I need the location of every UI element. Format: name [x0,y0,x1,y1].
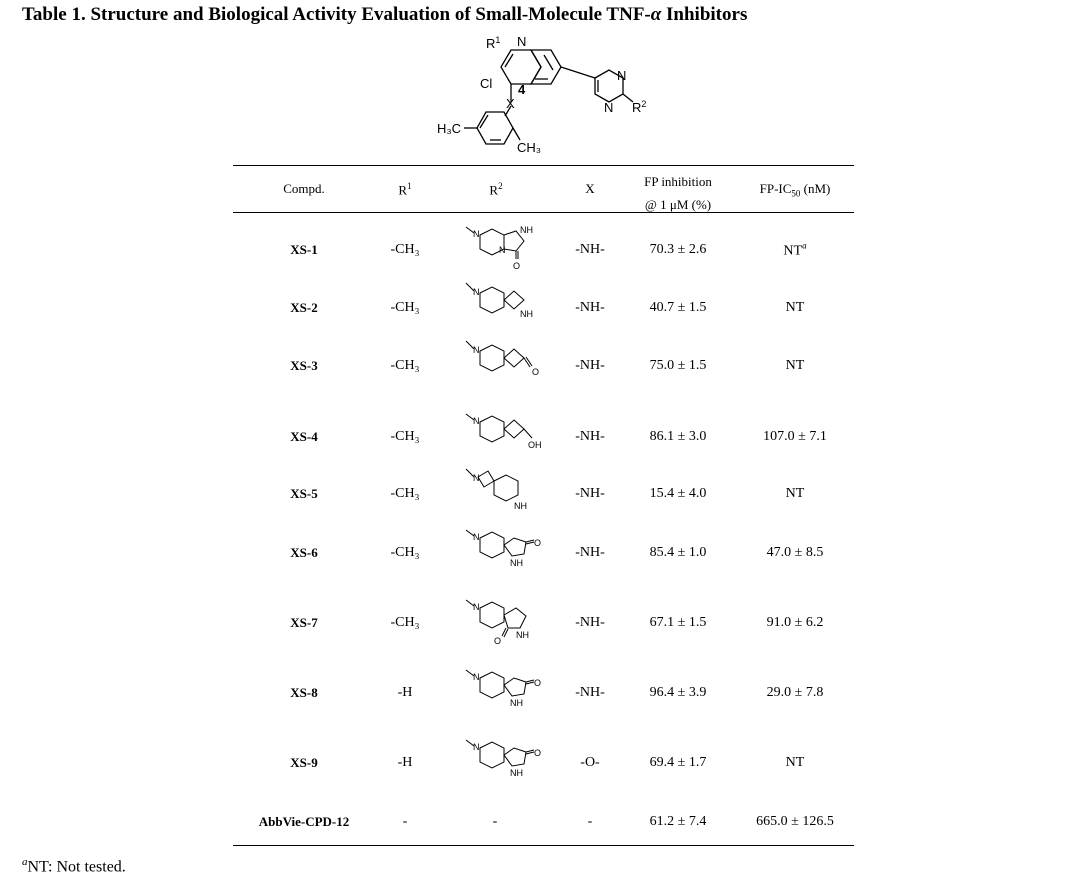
cell-fp-ic50: 107.0 ± 7.1 [763,429,827,444]
cell-fp-ic50: NT [785,358,805,373]
cell-fp-ic50: 29.0 ± 7.8 [766,685,824,700]
scaffold-r1-label: $R^1$ [486,36,501,51]
cell-fp-ic50: NT [785,755,805,770]
scaffold-r2-label: $R^2$ [632,99,647,115]
scaffold-h3c-label: H₃C [437,121,462,136]
r2-structure [458,406,548,468]
r2-atom-label: OH [528,440,542,450]
cell-compd: XS-2 [290,300,318,315]
r2-atom-label: NH [516,630,529,640]
cell-x: - [587,814,593,829]
cell-fp-inhibition: 75.0 ± 1.5 [649,358,707,373]
cell-x: -NH- [575,685,605,700]
r2-atom-label: N [473,602,480,612]
cell-compd: XS-7 [290,615,318,630]
cell-fp-ic50: 47.0 ± 8.5 [766,545,824,560]
cell-x: -NH- [575,358,605,373]
cell-x: -NH- [575,545,605,560]
cell-fp-ic50: NT [785,300,805,315]
footnote: $^a$NT: Not tested. [22,856,126,876]
cell-x: -NH- [575,615,605,630]
caption-prefix: Table 1. Structure and Biological Activity Evaluation of Small-Molecule TNF- [22,4,651,25]
cell-x: -NH- [575,300,605,315]
header-fp-ic50: $FP-IC_{50}$ (nM) [759,181,831,199]
cell-compd: XS-8 [290,685,318,700]
r2-atom-label: N [473,742,480,752]
r2-atom-label: O [534,678,542,688]
cell-r1: -H [397,755,413,770]
cell-r1: -CH₃ [390,615,420,630]
r2-atom-label: NH [510,558,523,568]
r2-structure [458,219,548,281]
cell-fp-inhibition: 61.2 ± 7.4 [649,814,707,829]
cell-fp-ic50: 665.0 ± 126.5 [756,814,834,829]
r2-structure [458,592,548,654]
r2-atom-label: O [534,748,542,758]
r2-atom-label: N [473,345,480,355]
r2-structure [458,732,548,794]
cell-fp-inhibition: 15.4 ± 4.0 [649,486,707,501]
cell-compd: AbbVie-CPD-12 [258,814,350,829]
cell-compd: XS-6 [290,545,318,560]
cell-x: -NH- [575,242,605,257]
cell-compd: XS-3 [290,358,318,373]
r2-structure [458,522,548,584]
r2-atom-label: N [499,245,506,255]
cell-r1: -CH₃ [390,242,420,257]
r2-atom-label: N [473,416,480,426]
table-bottom-rule [233,845,854,846]
scaffold-position-4: 4 [518,82,526,97]
scaffold-pyrimidine-n1: N [617,68,627,83]
header-r1: $R^1$ [398,181,412,198]
cell-fp-inhibition: 85.4 ± 1.0 [649,545,707,560]
cell-fp-inhibition: 69.4 ± 1.7 [649,755,707,770]
scaffold-structure [420,36,670,156]
cell-r1: -CH₃ [390,358,420,373]
cell-compd: XS-4 [290,429,318,444]
cell-r1: -CH₃ [390,429,420,444]
scaffold-x-label: X [506,96,515,111]
scaffold-cl-label: Cl [480,76,493,91]
table-top-rule [233,165,854,166]
scaffold-n-label: N [517,36,527,49]
cell-x: -NH- [575,486,605,501]
cell-r1: -CH₃ [390,300,420,315]
cell-x: -O- [580,755,600,770]
table-caption [22,4,747,26]
cell-r1: - [402,814,408,829]
r2-atom-label: O [532,367,540,377]
header-fp-inhibition: FP inhibition @ 1 μM (%) [644,174,712,212]
table-header-rule [233,212,854,213]
cell-fp-inhibition: 96.4 ± 3.9 [649,685,707,700]
r2-atom-label: NH [514,501,527,511]
cell-compd: XS-1 [290,242,318,257]
scaffold-pyrimidine-n2: N [604,100,614,115]
r2-atom-label: N [473,532,480,542]
cell-compd: XS-5 [290,486,318,501]
header-x: X [585,181,595,196]
r2-atom-label: N [473,473,480,483]
cell-fp-ic50: 91.0 ± 6.2 [766,615,824,630]
r2-atom-label: NH [520,309,533,319]
r2-atom-label: O [494,636,502,646]
cell-fp-inhibition: 67.1 ± 1.5 [649,615,707,630]
r2-structure [458,335,548,397]
r2-structure [458,277,548,339]
cell-compd: XS-9 [290,755,318,770]
header-r2: $R^2$ [489,181,503,198]
header-compd: Compd. [283,181,325,196]
cell-fp-inhibition: 70.3 ± 2.6 [649,242,707,257]
r2-atom-label: NH [520,225,533,235]
cell-fp-ic50: NT [785,486,805,501]
r2-atom-label: NH [510,698,523,708]
scaffold-ch3-label: CH₃ [517,140,542,155]
caption-suffix: Inhibitors [661,4,748,25]
r2-atom-label: NH [510,768,523,778]
cell-x: -NH- [575,429,605,444]
cell-fp-inhibition: 86.1 ± 3.0 [649,429,707,444]
caption-alpha: α [650,4,662,25]
r2-atom-label: N [473,229,480,239]
r2-atom-label: O [513,261,521,271]
cell-fp-ic50: $NT^a$ [783,240,807,259]
r2-atom-label: N [473,672,480,682]
cell-r1: -H [397,685,413,700]
cell-r1: -CH₃ [390,486,420,501]
cell-r2: - [492,814,498,829]
r2-atom-label: O [534,538,542,548]
r2-atom-label: N [473,287,480,297]
r2-structure [458,463,548,525]
cell-fp-inhibition: 40.7 ± 1.5 [649,300,707,315]
cell-r1: -CH₃ [390,545,420,560]
r2-structure [458,662,548,724]
